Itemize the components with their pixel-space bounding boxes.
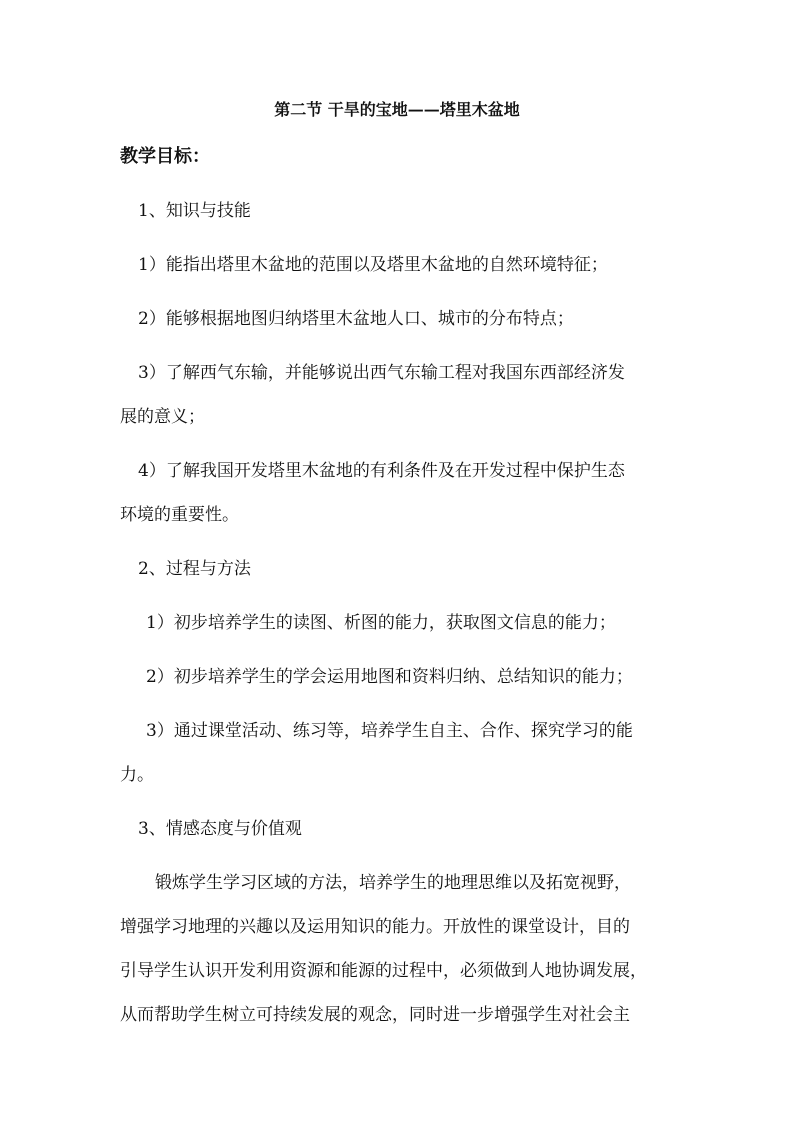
document-title: 第二节 干旱的宝地——塔里木盆地 xyxy=(274,100,520,119)
section-2-title: 2、过程与方法 xyxy=(138,559,251,579)
section-2-item-2: 2）初步培养学生的学会运用地图和资料归纳、总结知识的能力； xyxy=(146,667,633,687)
section-1-item-4-line-1: 4）了解我国开发塔里木盆地的有利条件及在开发过程中保护生态 xyxy=(138,461,625,481)
section-2-item-3-line-2: 力。 xyxy=(120,765,154,785)
teaching-objectives-heading: 教学目标： xyxy=(120,146,210,167)
section-1-item-3-line-1: 3）了解西气东输，并能够说出西气东输工程对我国东西部经济发 xyxy=(138,363,625,383)
section-3-paragraph-line-1: 锻炼学生学习区域的方法，培养学生的地理思维以及拓宽视野， xyxy=(155,873,631,893)
section-2-item-3-line-1: 3）通过课堂活动、练习等，培养学生自主、合作、探究学习的能 xyxy=(146,721,633,741)
section-3-paragraph-line-3: 引导学生认识开发利用资源和能源的过程中，必须做到人地协调发展， xyxy=(120,961,647,981)
section-1-item-3-line-2: 展的意义； xyxy=(120,407,205,427)
section-3-paragraph-line-4: 从而帮助学生树立可持续发展的观念，同时进一步增强学生对社会主 xyxy=(120,1005,630,1025)
section-1-item-2: 2）能够根据地图归纳塔里木盆地人口、城市的分布特点； xyxy=(138,309,574,329)
section-3-title: 3、情感态度与价值观 xyxy=(138,819,302,839)
section-3-paragraph-line-2: 增强学习地理的兴趣以及运用知识的能力。开放性的课堂设计，目的 xyxy=(120,917,630,937)
section-1-item-4-line-2: 环境的重要性。 xyxy=(120,505,239,525)
section-1-title: 1、知识与技能 xyxy=(138,201,251,221)
section-1-item-1: 1）能指出塔里木盆地的范围以及塔里木盆地的自然环境特征； xyxy=(138,255,608,275)
section-2-item-1: 1）初步培养学生的读图、析图的能力，获取图文信息的能力； xyxy=(146,613,616,633)
